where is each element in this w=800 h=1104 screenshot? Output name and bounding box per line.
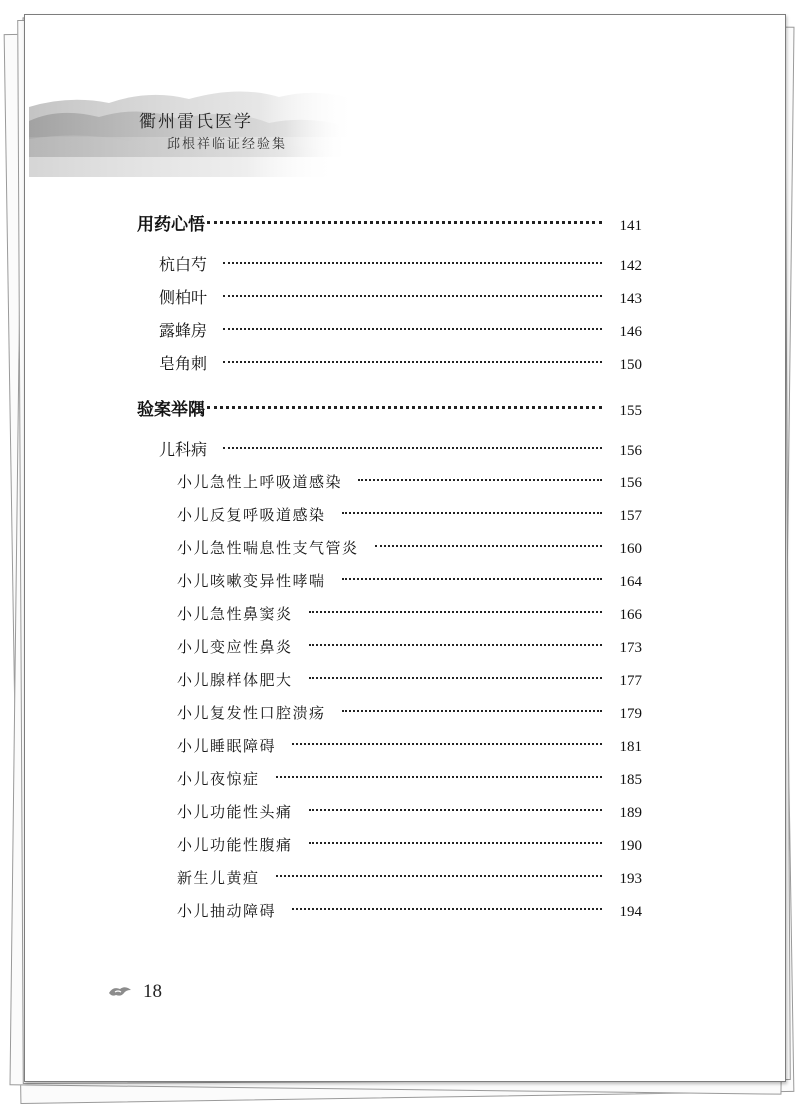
dot-leader bbox=[276, 875, 602, 877]
section-gap bbox=[137, 380, 642, 394]
toc-entry-label: 侧柏叶 bbox=[159, 288, 208, 307]
toc-chapter-row[interactable] bbox=[137, 248, 642, 281]
dot-leader bbox=[223, 361, 602, 363]
toc-entry-label: 小儿变应性鼻炎 bbox=[177, 638, 293, 656]
toc-page-number: 194 bbox=[619, 904, 642, 920]
toc-entry-row[interactable] bbox=[137, 862, 642, 895]
toc-entry-label: 小儿咳嗽变异性哮喘 bbox=[177, 572, 326, 590]
toc-page-number: 156 bbox=[619, 443, 642, 459]
dot-leader bbox=[342, 578, 602, 580]
toc-entry-row[interactable] bbox=[137, 565, 642, 598]
book-page bbox=[24, 14, 786, 1082]
toc-entry-row[interactable] bbox=[137, 763, 642, 796]
toc-entry-label: 用药心悟 bbox=[137, 215, 205, 235]
book-series-title: 衢州雷氏医学 bbox=[139, 112, 253, 132]
toc-entry-label: 小儿夜惊症 bbox=[177, 770, 260, 788]
toc-entry-label: 小儿反复呼吸道感染 bbox=[177, 506, 326, 524]
toc-entry-label: 小儿急性鼻窦炎 bbox=[177, 605, 293, 623]
dot-leader bbox=[309, 611, 602, 613]
toc-entry-label: 小儿急性上呼吸道感染 bbox=[177, 473, 343, 491]
toc-entry-label: 小儿腺样体肥大 bbox=[177, 671, 293, 689]
book-subtitle: 邱根祥临证经验集 bbox=[167, 137, 288, 152]
toc-entry-row[interactable] bbox=[137, 829, 642, 862]
toc-page-number: 185 bbox=[619, 772, 642, 788]
toc-page-number: 142 bbox=[619, 258, 642, 274]
toc-section-row[interactable] bbox=[137, 394, 642, 427]
toc-chapter-row[interactable] bbox=[137, 314, 642, 347]
toc-entry-label: 小儿功能性头痛 bbox=[177, 803, 293, 821]
toc-page-number: 150 bbox=[619, 357, 642, 373]
toc-entry-label: 露蜂房 bbox=[159, 321, 208, 340]
toc-chapter-row[interactable] bbox=[137, 281, 642, 314]
dot-leader bbox=[292, 908, 602, 910]
toc-entry-row[interactable] bbox=[137, 598, 642, 631]
toc-page-number: 143 bbox=[619, 291, 642, 307]
dot-leader bbox=[276, 776, 602, 778]
page-number: 18 bbox=[143, 981, 162, 1002]
toc-entry-label: 儿科病 bbox=[159, 440, 208, 459]
toc-page-number: 173 bbox=[619, 640, 642, 656]
toc-entry-row[interactable] bbox=[137, 631, 642, 664]
dot-leader bbox=[342, 512, 602, 514]
toc-entry-label: 小儿睡眠障碍 bbox=[177, 737, 277, 755]
toc-entry-row[interactable] bbox=[137, 697, 642, 730]
toc-entry-row[interactable] bbox=[137, 664, 642, 697]
dot-leader bbox=[309, 842, 602, 844]
toc-page-number: 177 bbox=[619, 673, 642, 689]
toc-chapter-row[interactable] bbox=[137, 347, 642, 380]
dot-leader bbox=[309, 677, 602, 679]
dot-leader bbox=[309, 809, 602, 811]
page-footer bbox=[107, 981, 162, 1003]
dot-leader bbox=[292, 743, 602, 745]
toc-entry-row[interactable] bbox=[137, 796, 642, 829]
dot-leader bbox=[223, 328, 602, 330]
dot-leader bbox=[223, 447, 602, 449]
toc-page-number: 193 bbox=[619, 871, 642, 887]
dot-leader bbox=[223, 295, 602, 297]
toc-entry-row[interactable] bbox=[137, 532, 642, 565]
toc-entry-label: 杭白芍 bbox=[159, 255, 208, 274]
toc-page-number: 156 bbox=[619, 475, 642, 491]
toc-page-number: 141 bbox=[619, 218, 642, 234]
toc-section-row[interactable] bbox=[137, 209, 642, 242]
toc-entry-row[interactable] bbox=[137, 466, 642, 499]
dot-leader bbox=[309, 644, 602, 646]
toc-page-number: 157 bbox=[619, 508, 642, 524]
toc-page-number: 189 bbox=[619, 805, 642, 821]
toc-entry-row[interactable] bbox=[137, 895, 642, 928]
toc-entry-label: 验案举隅 bbox=[137, 400, 205, 420]
toc-entry-label: 小儿抽动障碍 bbox=[177, 902, 277, 920]
toc-chapter-row[interactable] bbox=[137, 433, 642, 466]
dot-leader bbox=[342, 710, 602, 712]
dot-leader bbox=[207, 406, 602, 409]
toc-page-number: 146 bbox=[619, 324, 642, 340]
table-of-contents bbox=[137, 209, 642, 928]
cloud-swirl-icon bbox=[107, 985, 133, 999]
toc-page-number: 179 bbox=[619, 706, 642, 722]
toc-page-number: 160 bbox=[619, 541, 642, 557]
toc-entry-row[interactable] bbox=[137, 499, 642, 532]
toc-page-number: 181 bbox=[619, 739, 642, 755]
dot-leader bbox=[207, 221, 602, 224]
toc-page-number: 164 bbox=[619, 574, 642, 590]
toc-entry-label: 小儿急性喘息性支气管炎 bbox=[177, 539, 359, 557]
toc-entry-label: 小儿复发性口腔溃疡 bbox=[177, 704, 326, 722]
toc-page-number: 155 bbox=[619, 403, 642, 419]
dot-leader bbox=[223, 262, 602, 264]
toc-entry-label: 小儿功能性腹痛 bbox=[177, 836, 293, 854]
toc-entry-label: 新生儿黄疸 bbox=[177, 869, 260, 887]
toc-entry-label: 皂角刺 bbox=[159, 354, 208, 373]
toc-page-number: 166 bbox=[619, 607, 642, 623]
dot-leader bbox=[375, 545, 602, 547]
dot-leader bbox=[358, 479, 602, 481]
toc-page-number: 190 bbox=[619, 838, 642, 854]
toc-entry-row[interactable] bbox=[137, 730, 642, 763]
